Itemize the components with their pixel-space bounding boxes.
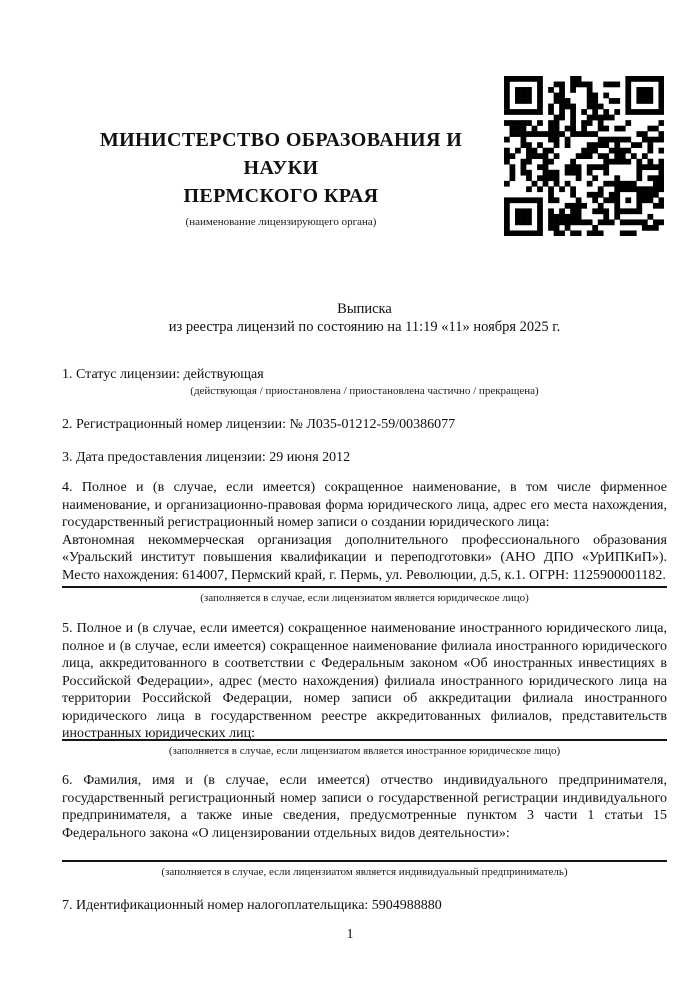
legal-entity-value: Автономная некоммерческая организация дополнительного профессионального образования «Уральский институт повышения квалификации и переподготовки» (АНО ДПО «УрИПКиП»). Место нахождения: 614007, Пермский край, г. Пермь, ул. Революции, д.5, к.1. ОГРН: 1125900001182. (62, 532, 667, 583)
item-foreign-entity (62, 620, 667, 743)
document-title (62, 301, 667, 336)
item-legal-entity (62, 479, 667, 584)
entrepreneur-label: 6. Фамилия, имя и (в случае, если имеется) отчество индивидуального предпринимателя, государственный регистрационный номер записи о государственной регистрации индивидуального предпринимателя, а также иные сведения, предусмотренные пунктом 3 части 1 статьи 15 Федерального закона «О лицензировании отдельных видов деятельности»: (62, 773, 667, 841)
foreign-entity-caption: (заполняется в случае, если лицензиатом является иностранное юридическое лицо) (168, 745, 561, 757)
taxpayer-number-text: 7. Идентификационный номер налогоплательщика: 5904988880 (62, 898, 442, 913)
license-status-caption: (действующая / приостановлена / приостановлена частично / прекращена) (190, 385, 539, 397)
title-line: Выписка (337, 301, 392, 317)
item-grant-date (62, 449, 667, 467)
item-taxpayer-number (62, 897, 667, 915)
page-number: 1 (346, 927, 354, 942)
licensing-authority-header (62, 126, 500, 229)
qr-code-icon (504, 76, 664, 236)
extract-date-line: из реестра лицензий по состоянию на 11:19 «11» ноября 2025 г. (168, 318, 561, 335)
license-status-text: 1. Статус лицензии: действующая (62, 367, 264, 382)
ministry-name-line2: ПЕРМСКОГО КРАЯ (183, 185, 379, 207)
licensing-authority-caption: (наименование лицензирующего органа) (185, 216, 377, 228)
foreign-entity-label: 5. Полное и (в случае, если имеется) сокращенное наименование иностранного юридического лица, полное и (в случае, если имеется) сокращенное наименование филиала иностранного юридического лица, аккредитованного в соответствии с Федеральным законом «Об иностранных инвестициях в Российской Федерации», адрес (место нахождения) филиала иностранного юридического лица на территории Российской Федерации, номер записи об аккредитации филиала иностранного юридического лица в государственном реестре аккредитованных филиалов, представительств иностранных юридических лиц: (62, 621, 667, 741)
entrepreneur-fill-line (62, 860, 667, 862)
legal-entity-fill-line (62, 586, 667, 588)
item-entrepreneur (62, 772, 667, 842)
registration-number-text: 2. Регистрационный номер лицензии: № Л035-01212-59/00386077 (62, 417, 456, 432)
legal-entity-caption: (заполняется в случае, если лицензиатом является юридическое лицо) (200, 592, 529, 604)
ministry-name-line1: МИНИСТЕРСТВО ОБРАЗОВАНИЯ И НАУКИ (99, 129, 463, 179)
item-license-status (62, 366, 667, 384)
item-registration-number (62, 416, 667, 434)
foreign-entity-fill-line (62, 739, 667, 741)
legal-entity-label: 4. Полное и (в случае, если имеется) сокращенное наименование, в том числе фирменное наименование, и организационно-правовая форма юридического лица, адрес его места нахождения, государственный регистрационный номер записи о создании юридического лица: (62, 480, 667, 530)
entrepreneur-caption: (заполняется в случае, если лицензиатом является индивидуальный предприниматель) (161, 866, 568, 878)
grant-date-text: 3. Дата предоставления лицензии: 29 июня 2012 (62, 450, 351, 465)
